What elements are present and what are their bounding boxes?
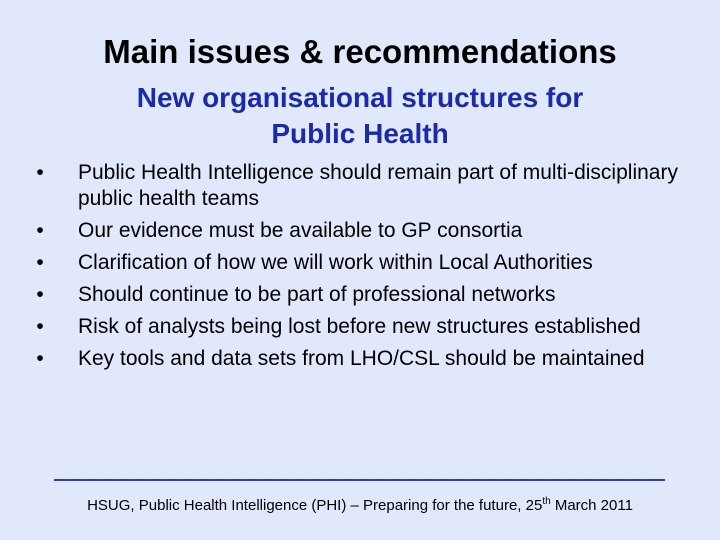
bullet-text: Should continue to be part of professional networks [78,283,556,306]
bullet-list [30,160,690,378]
footer-text: HSUG, Public Health Intelligence (PHI) – Preparing for the future, 25 [87,497,543,514]
bullet-text: Clarification of how we will work within Local Authorities [78,251,593,274]
bullet-text: Key tools and data sets from LHO/CSL should be maintained [78,347,645,370]
slide-footer [0,496,720,514]
bullet-item [30,314,690,340]
bullet-icon: • [36,161,44,184]
bullet-icon: • [36,251,44,274]
footer-date-tail: March 2011 [550,497,633,514]
bullet-icon: • [36,315,44,338]
footer-divider [54,479,665,481]
bullet-item [30,346,690,372]
bullet-item [30,160,690,212]
bullet-text: Public Health Intelligence should remain part of multi-disciplinary public health teams [78,161,678,210]
slide-subtitle [60,80,660,152]
footer-superscript: th [542,496,551,507]
bullet-text: Risk of analysts being lost before new structures established [78,315,641,338]
bullet-icon: • [36,283,44,306]
bullet-item [30,218,690,244]
bullet-item [30,282,690,308]
bullet-item [30,250,690,276]
subtitle-line-2: Public Health [271,118,449,149]
slide-title: Main issues & recommendations [103,33,617,70]
bullet-text: Our evidence must be available to GP consortia [78,219,523,242]
bullet-icon: • [36,347,44,370]
bullet-icon: • [36,219,44,242]
subtitle-line-1: New organisational structures for [136,82,584,113]
